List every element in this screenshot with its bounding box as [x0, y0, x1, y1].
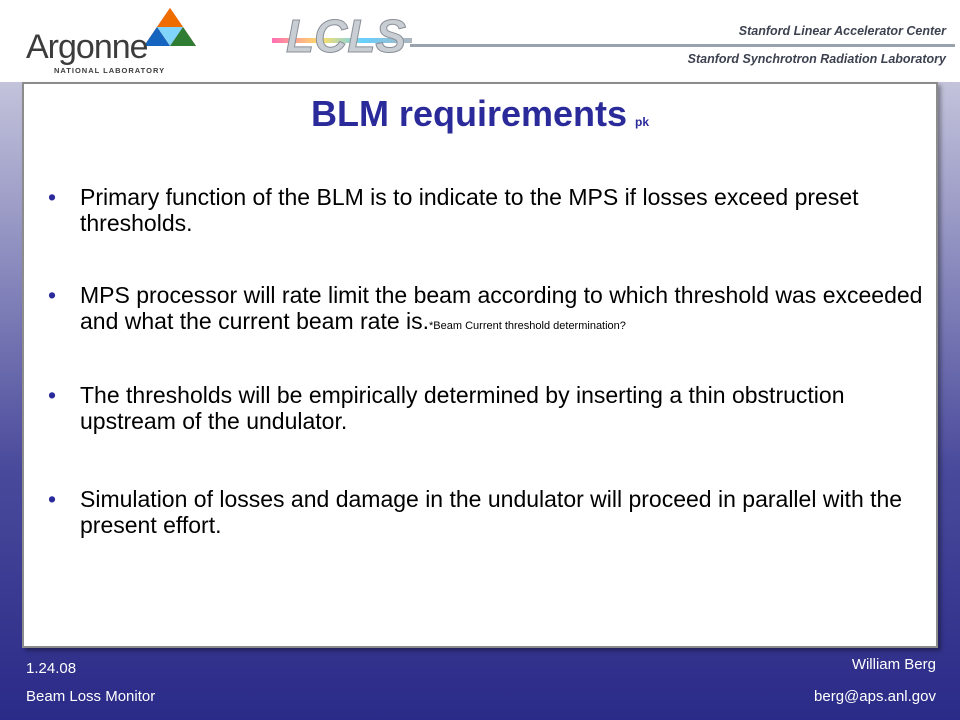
bullet-text: Primary function of the BLM is to indicate to the MPS if losses exceed preset thresholds. — [80, 184, 859, 236]
footer-email: berg@aps.anl.gov — [814, 688, 936, 705]
argonne-logo — [18, 6, 208, 76]
bullet-text: Simulation of losses and damage in the undulator will proceed in parallel with the present effort. — [80, 486, 903, 538]
bullet-dot: • — [48, 282, 57, 308]
bullet-item — [48, 486, 928, 538]
bullet-dot: • — [48, 382, 57, 408]
bullet-item — [48, 282, 928, 339]
bullet-item — [48, 382, 928, 434]
header-bar — [0, 0, 960, 82]
bullet-dot: • — [48, 184, 57, 210]
content-panel — [22, 82, 938, 648]
footer-author: William Berg — [851, 656, 936, 673]
slide-title-note: pk — [635, 115, 650, 129]
lcls-logo — [272, 8, 412, 64]
slide-title — [0, 93, 960, 135]
slac-name: Stanford Linear Accelerator Center — [738, 24, 946, 38]
footer-project: Beam Loss Monitor — [26, 688, 156, 705]
header-divider — [410, 44, 955, 47]
ssrl-name: Stanford Synchrotron Radiation Laboratory — [687, 52, 946, 66]
bullet-footnote: *Beam Current threshold determination? — [429, 320, 626, 332]
argonne-wordmark: Argonne — [26, 28, 148, 66]
bullet-text: MPS processor will rate limit the beam according to which threshold was exceeded and what the current beam rate is. — [80, 282, 923, 334]
bullet-dot: • — [48, 486, 57, 512]
lcls-wordmark: LCLS — [286, 10, 407, 62]
bullet-item — [48, 184, 928, 236]
bullet-text: The thresholds will be empirically determined by inserting a thin obstruction upstream of the undulator. — [80, 382, 845, 434]
footer-date: 1.24.08 — [26, 660, 77, 677]
slide-title-text: BLM requirements — [310, 93, 628, 134]
argonne-subtitle: NATIONAL LABORATORY — [54, 66, 166, 75]
